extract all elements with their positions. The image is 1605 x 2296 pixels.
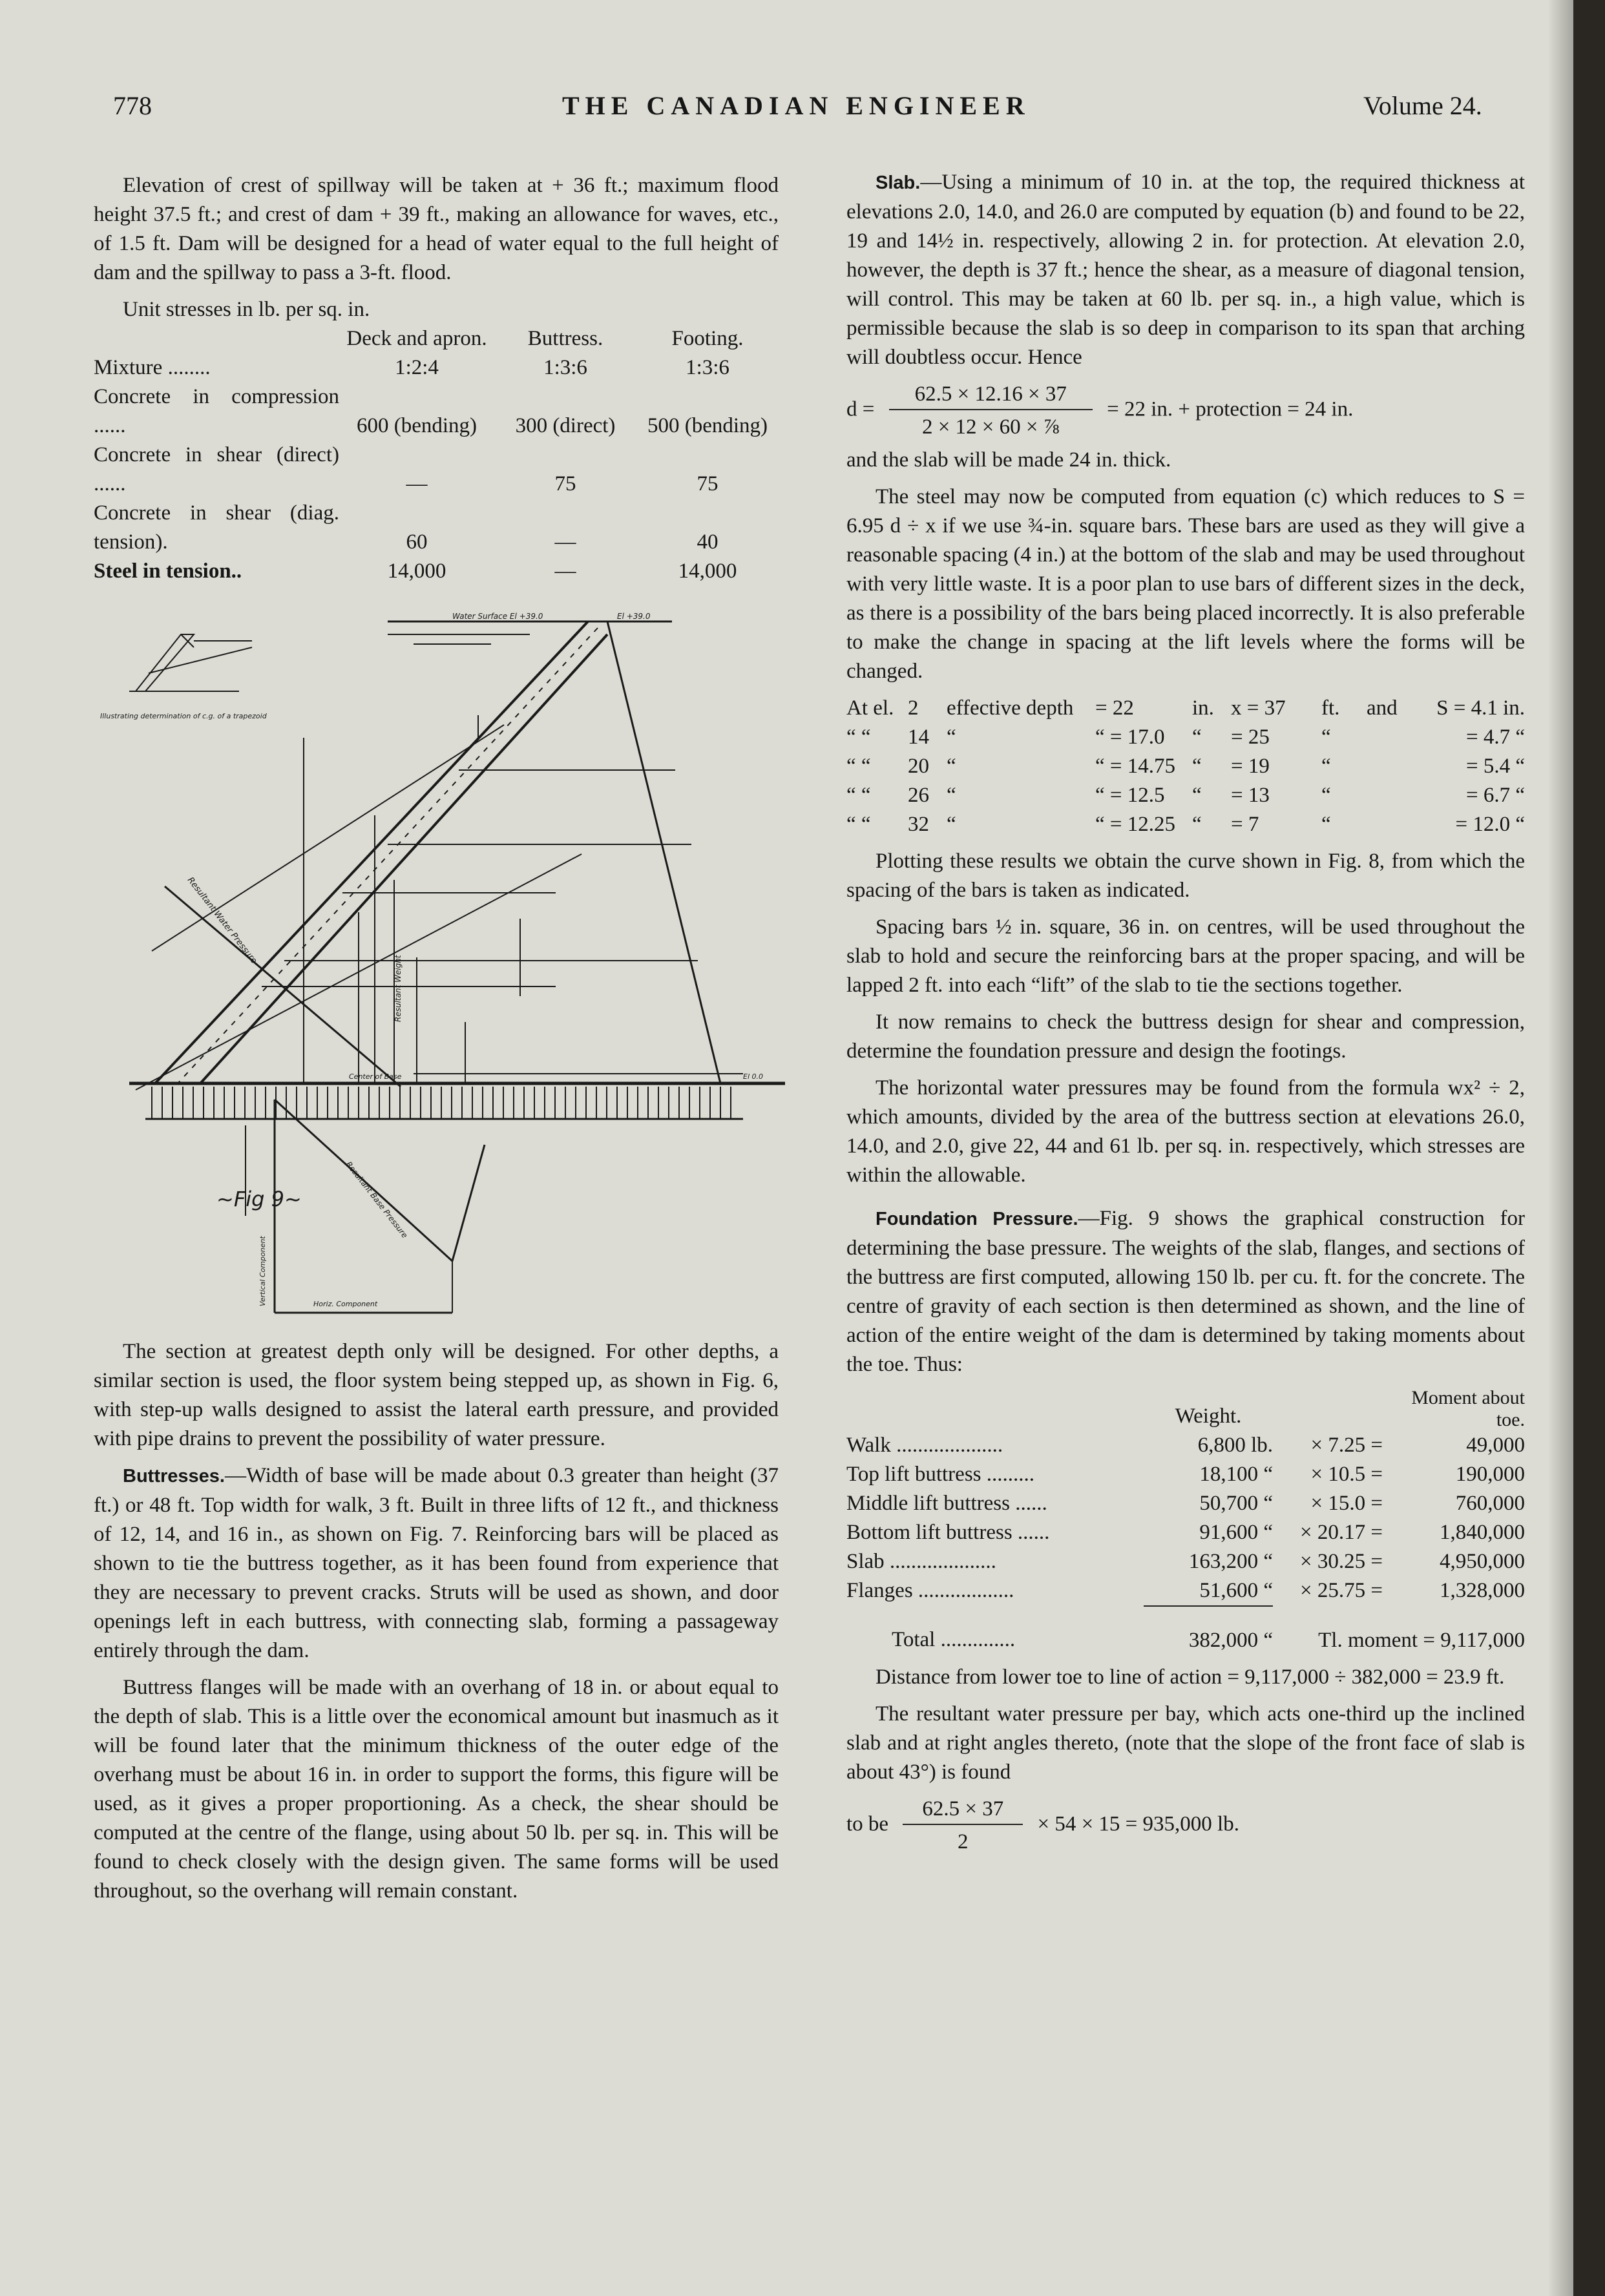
intro-paragraph: Elevation of crest of spillway will be taken at + 36 ft.; maximum flood height 37.5 ft.; and crest of dam + 39 ft., making an allowance for waves, etc., of 1.5 ft. Dam will be designed for a head of water equal to the full height of dam and the spillway to pass a 3-ft. flood. [94, 174, 779, 284]
cell-deck: — [406, 472, 428, 496]
spacing-cell: = 7 [1231, 813, 1259, 836]
eq2-numerator: 62.5 × 37 [922, 1797, 1004, 1821]
spacing-cell [1367, 781, 1418, 810]
label-el-bottom: El 0.0 [743, 1072, 763, 1081]
eq1-denominator: 2 × 12 × 60 × ⅞ [889, 409, 1093, 442]
resultant-paragraph: The resultant water pressure per bay, which acts one-third up the inclined slab and at right angles thereto, (note that the slope of the front face of slab is about 43°) is found [846, 1702, 1525, 1784]
moments-header-row [846, 1387, 1525, 1431]
col-header-buttress: Buttress. [527, 327, 603, 350]
moment-cell-arm: × 30.25 = [1300, 1550, 1383, 1573]
row-label: Concrete in shear (diag. tension). [94, 501, 339, 554]
moment-cell-weight: 51,600 “ [1199, 1579, 1273, 1602]
spacing-cell: “ [947, 784, 956, 807]
eq2-fraction [903, 1795, 1023, 1857]
flanges-paragraph: Buttress flanges will be made with an overhang of 18 in. or about equal to the depth of slab. This is a little over the economical amount but inasmuch as it will be found later that the minimum thickness of the outer edge of the overhang must be about 16 in. in order to support the forms, this figure will be used, as it gives a proper proportioning. As a check, the shear should be computed at the centre of the flange, using about 50 lb. per sq. in. This will be found to check closely with the design given. The same forms will be used throughout, so the overhang will remain constant. [94, 1676, 779, 1903]
spacing-cell: “ [947, 813, 956, 836]
moment-cell-item: Middle lift buttress ...... [846, 1492, 1047, 1515]
spacing-cell: “ [1321, 784, 1331, 807]
cell-footing: 1:3:6 [686, 356, 729, 379]
spacing-row [846, 810, 1525, 839]
eq2-denominator: 2 [903, 1824, 1023, 1857]
volume-label: Volume 24. [1363, 91, 1482, 120]
moment-cell-item: Slab .................... [846, 1550, 996, 1573]
figure-9-drawing [90, 609, 788, 1326]
row-label: Concrete in shear (direct) ...... [94, 443, 339, 496]
cell-footing: 75 [697, 472, 719, 496]
moment-cell-weight: 18,100 “ [1199, 1463, 1273, 1486]
distance-paragraph: Distance from lower toe to line of action = 9,117,000 ÷ 382,000 = 23.9 ft. [876, 1665, 1505, 1689]
spacing-row [846, 694, 1525, 723]
eq1-numerator: 62.5 × 12.16 × 37 [914, 382, 1067, 406]
cell-footing: 14,000 [678, 559, 737, 583]
spacing-row [846, 752, 1525, 781]
spacing-bars-paragraph: Spacing bars ½ in. square, 36 in. on centres, will be used throughout the slab to hold and secure the reinforcing bars at the proper spacing, and will be lapped 2 ft. into each “lift” of the slab to tie the sections together. [846, 915, 1525, 997]
moment-cell-arm: × 15.0 = [1310, 1492, 1383, 1515]
spacing-cell: ft. [1321, 696, 1340, 720]
table-row [94, 441, 779, 499]
eq1-fraction [889, 380, 1093, 442]
cell-buttress: 1:3:6 [543, 356, 587, 379]
cell-buttress: 300 (direct) [515, 414, 616, 437]
moments-row [846, 1489, 1525, 1518]
table-row [94, 353, 779, 382]
table-row [94, 557, 779, 586]
total-label: Total .............. [892, 1628, 1016, 1651]
cell-deck: 14,000 [387, 559, 446, 583]
weight-header: Weight. [1175, 1404, 1242, 1428]
buttresses-text: —Width of base will be made about 0.3 greater than height (37 ft.) or 48 ft. Top width for walk, 3 ft. Built in three lifts of 12 ft., and thickness of 12, 14, and 16 in., as shown on Fig. 7. Reinforcing bars will be placed as shown to tie the buttress together, as it has been found from experience that they are necessary to prevent cracks. Struts will be used as shown, and door openings left in each buttress, with connecting slab, forming a passageway entirely through the dam. [94, 1464, 779, 1662]
spacing-cell: “ = 17.0 [1095, 725, 1165, 749]
col-header-deck: Deck and apron. [346, 327, 487, 350]
eq1-rhs: = 22 in. + protection = 24 in. [1107, 397, 1354, 421]
steel-paragraph: The steel may now be computed from equation (c) which reduces to S = 6.95 d ÷ x if we use ¾-in. square bars. These bars are used as they will give a reasonable spacing (4 in.) at the bottom of the slab and may be used throughout with very little waste. It is a poor plan to use bars of different sizes in the deck, as there is a possibility of the bars being placed incorrectly. It is also preferable to make the change in spacing at the lift levels where the forms will be changed. [846, 485, 1525, 683]
moment-cell-moment: 1,328,000 [1440, 1579, 1525, 1602]
label-resultant-water-pressure: Resultant Water Pressure [185, 875, 259, 966]
moment-cell-arm: × 7.25 = [1310, 1434, 1383, 1457]
moments-row [846, 1547, 1525, 1576]
table-row [94, 382, 779, 441]
label-el-top: El +39.0 [617, 612, 651, 621]
spacing-cell: = 12.0 “ [1455, 813, 1525, 836]
eq2-lhs: to be [846, 1812, 889, 1836]
spacing-cell: = 4.7 “ [1465, 725, 1525, 749]
spacing-cell: “ = 12.25 [1095, 813, 1176, 836]
spacing-cell: = 19 [1231, 755, 1270, 778]
moment-cell-item: Walk .................... [846, 1434, 1003, 1457]
equation-d [846, 380, 1525, 442]
spacing-cell: effective depth [947, 696, 1074, 720]
check-paragraph: It now remains to check the buttress design for shear and compression, determine the foundation pressure and design the footings. [846, 1010, 1525, 1063]
cell-deck: 1:2:4 [395, 356, 439, 379]
right-column [846, 168, 1525, 1857]
foundation-heading: Foundation Pressure. [876, 1209, 1078, 1229]
slab-thickness-text: and the slab will be made 24 in. thick. [846, 448, 1171, 472]
spacing-cell: “ [1192, 725, 1202, 749]
foundation-text: —Fig. 9 shows the graphical construction for determining the base pressure. The weights of the slab, flanges, and sections of the buttress are first computed, allowing 150 lb. per cu. ft. for the concrete. The centre of gravity of each section is then determined as shown, and the line of action of the entire weight of the dam is determined by taking moments about the toe. Thus: [846, 1207, 1525, 1376]
unit-stress-table [94, 324, 779, 586]
spacing-cell: “ [1192, 784, 1202, 807]
spacing-cell [1367, 810, 1418, 839]
moment-cell-item: Top lift buttress ......... [846, 1463, 1035, 1486]
slab-heading: Slab. [876, 172, 921, 193]
label-water-surface: Water Surface El +39.0 [452, 612, 543, 621]
buttresses-heading: Buttresses. [123, 1466, 225, 1487]
cell-buttress: — [554, 530, 576, 554]
eq1-lhs: d = [846, 397, 875, 421]
moment-cell-moment: 4,950,000 [1440, 1550, 1525, 1573]
moment-cell-arm: × 10.5 = [1310, 1463, 1383, 1486]
label-centre-of-base: Center of Base [349, 1072, 402, 1081]
moment-cell-moment: 760,000 [1455, 1492, 1525, 1515]
moments-row [846, 1576, 1525, 1606]
label-horiz-component: Horiz. Component [313, 1300, 378, 1308]
spacing-cell: = 22 [1095, 696, 1134, 720]
row-label: Mixture ........ [94, 356, 211, 379]
horizontal-pressure-paragraph: The horizontal water pressures may be found from the formula wx² ÷ 2, which amounts, divided by the area of the buttress section at elevations 26.0, 14.0, and 2.0, give 22, 44 and 61 lb. per sq. in. respectively, which stresses are within the allowable. [846, 1076, 1525, 1187]
moment-cell-weight: 163,200 “ [1188, 1550, 1273, 1573]
slab-paragraph [846, 168, 1525, 372]
moment-cell-item: Flanges .................. [846, 1579, 1014, 1602]
spacing-cell: “ “ [846, 813, 871, 836]
spacing-cell: “ [1321, 813, 1331, 836]
spacing-cell: “ [1321, 755, 1331, 778]
left-column [94, 171, 779, 1914]
spacing-cell: “ “ [846, 725, 871, 749]
figure-caption: ~Fig 9~ [216, 1187, 302, 1211]
spacing-cell: 14 [908, 725, 929, 749]
spacing-cell: “ [1321, 725, 1331, 749]
slab-lower-line [200, 634, 607, 1083]
moment-cell-item: Bottom lift buttress ...... [846, 1521, 1050, 1544]
spacing-row [846, 723, 1525, 752]
eq2-rhs: × 54 × 15 = 935,000 lb. [1037, 1812, 1239, 1836]
moment-cell-weight: 50,700 “ [1199, 1492, 1273, 1515]
spacing-cell: “ = 12.5 [1095, 784, 1165, 807]
spacing-cell: “ “ [846, 784, 871, 807]
spacing-cell: 2 [908, 696, 919, 720]
spacing-cell: S = 4.1 in. [1436, 696, 1525, 720]
moment-cell-arm: × 25.75 = [1300, 1579, 1383, 1602]
moments-row [846, 1460, 1525, 1489]
plot-paragraph: Plotting these results we obtain the curve shown in Fig. 8, from which the spacing of the bars is taken as indicated. [846, 850, 1525, 902]
moments-table [846, 1387, 1525, 1655]
section-paragraph: The section at greatest depth only will be designed. For other depths, a similar section is used, the floor system being stepped up, as shown in Fig. 6, with step-up walls designed to assist the lateral earth pressure, and provided with pipe drains to prevent the possibility of water pressure. [94, 1340, 779, 1450]
spacing-cell: and [1367, 696, 1398, 720]
cell-footing: 500 (bending) [647, 414, 768, 437]
spacing-cell: in. [1192, 696, 1214, 720]
spacing-cell: “ [947, 725, 956, 749]
spacing-cell: = 13 [1231, 784, 1270, 807]
spacing-cell [1367, 723, 1418, 752]
running-title: THE CANADIAN ENGINEER [562, 91, 1031, 120]
col-header-footing: Footing. [671, 327, 744, 350]
moment-cell-moment: 1,840,000 [1440, 1521, 1525, 1544]
spacing-cell: “ = 14.75 [1095, 755, 1176, 778]
label-resultant-weight: Resultant Weight [393, 955, 403, 1022]
spacing-cell [1367, 752, 1418, 781]
moment-header: Moment about toe. [1411, 1387, 1525, 1430]
moment-cell-moment: 190,000 [1455, 1463, 1525, 1486]
spacing-cell: = 25 [1231, 725, 1270, 749]
cell-footing: 40 [697, 530, 719, 554]
spacing-cell: x = 37 [1231, 696, 1286, 720]
cell-deck: 60 [406, 530, 428, 554]
spacing-cell: At el. [846, 696, 894, 720]
moment-cell-moment: 49,000 [1466, 1434, 1525, 1457]
equation-resultant [846, 1795, 1525, 1857]
moments-total-row [846, 1606, 1525, 1655]
unit-stress-caption: Unit stresses in lb. per sq. in. [123, 298, 370, 321]
label-base-pressure: Resultant Base Pressure [344, 1160, 410, 1240]
spacing-cell: “ [1192, 755, 1202, 778]
moments-row [846, 1518, 1525, 1547]
label-inset: Illustrating determination of c.g. of a trapezoid [100, 712, 267, 720]
moments-row [846, 1431, 1525, 1460]
moment-cell-weight: 91,600 “ [1199, 1521, 1273, 1544]
buttresses-paragraph [94, 1461, 779, 1665]
foundation-hatching [152, 1087, 731, 1119]
label-vertical-component: Vertical Component [258, 1236, 267, 1306]
spacing-cell: “ [1192, 813, 1202, 836]
moment-cell-weight: 6,800 lb. [1197, 1434, 1273, 1457]
figure-9 [90, 609, 779, 1326]
row-label: Steel in tension.. [94, 559, 242, 583]
spacing-cell: “ [947, 755, 956, 778]
moment-cell-arm: × 20.17 = [1300, 1521, 1383, 1544]
spacing-row [846, 781, 1525, 810]
row-label: Concrete in compression ...... [94, 385, 339, 437]
slab-text: —Using a minimum of 10 in. at the top, the required thickness at elevations 2.0, 14.0, and 26.0 are computed by equation (b) and found to be 22, 19 and 14½ in. respectively, allowing 2 in. for protection. At elevation 2.0, however, the depth is 37 ft.; hence the shear, as a measure of diagonal tension, will control. This may be taken at 60 lb. per sq. in., a high value, which is permissible because the slab is so deep in comparison to its span that arching will doubtless occur. Hence [846, 171, 1525, 369]
foundation-paragraph [846, 1204, 1525, 1379]
spacing-cell: 32 [908, 813, 929, 836]
cell-deck: 600 (bending) [356, 414, 477, 437]
table-header-row [94, 324, 779, 353]
total-weight: 382,000 “ [1144, 1606, 1273, 1655]
cell-buttress: — [554, 559, 576, 583]
spacing-cell: 26 [908, 784, 929, 807]
page-number: 778 [113, 91, 152, 120]
spacing-cell: “ “ [846, 755, 871, 778]
spacing-cell: = 6.7 “ [1465, 784, 1525, 807]
spacing-cell: 20 [908, 755, 929, 778]
cell-buttress: 75 [554, 472, 576, 496]
buttress-back-line [607, 621, 720, 1083]
total-moment: Tl. moment = 9,117,000 [1318, 1629, 1525, 1652]
table-row [94, 499, 779, 557]
spacing-table [846, 694, 1525, 839]
spacing-cell: = 5.4 “ [1465, 755, 1525, 778]
